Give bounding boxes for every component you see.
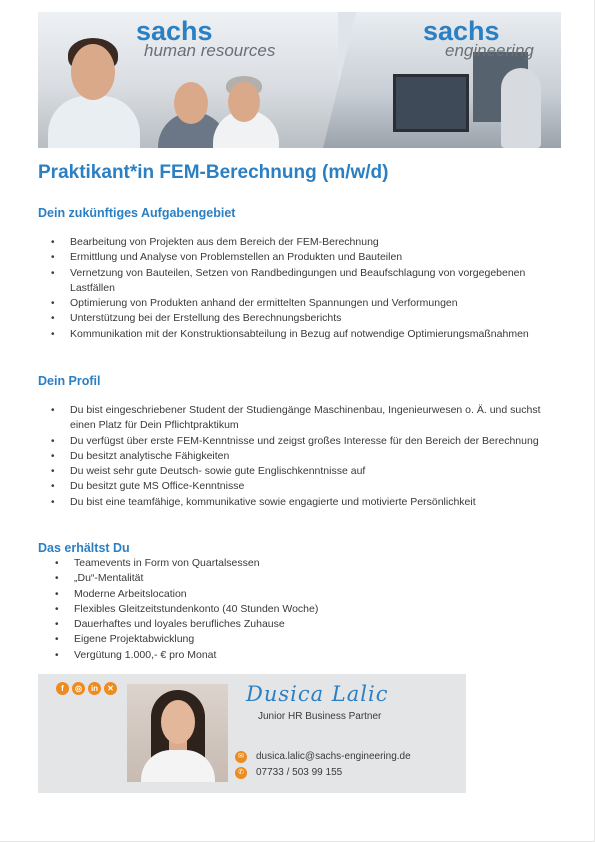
list-item: • Du besitzt analytische Fähigkeiten bbox=[51, 449, 551, 464]
list-item: • Du bist eingeschriebener Student der Studiengänge Maschinenbau, Ingenieurwesen o. Ä. und suchst einen Platz für Dein Pflichtpraktikum bbox=[51, 403, 551, 434]
header-banner bbox=[38, 12, 561, 148]
contact-photo bbox=[127, 684, 228, 782]
list-item: • Kommunikation mit der Konstruktionsabteilung in Bezug auf notwendige Optimierungsmaßnahmen bbox=[51, 327, 561, 342]
list-item: • Vernetzung von Bauteilen, Setzen von Randbedingungen und Beaufschlagung von vorgegebenen Lastfällen bbox=[51, 266, 561, 297]
list-item: • Ermittlung und Analyse von Problemstellen an Produkten und Bauteilen bbox=[51, 250, 561, 265]
section-heading-profile: Dein Profil bbox=[38, 374, 101, 388]
sachs-hr-logo-word: sachs bbox=[136, 16, 213, 46]
facebook-icon[interactable]: f bbox=[56, 682, 69, 695]
list-item: • „Du“-Mentalität bbox=[55, 571, 515, 586]
list-item: • Flexibles Gleitzeitstundenkonto (40 Stunden Woche) bbox=[55, 602, 515, 617]
list-item: • Unterstützung bei der Erstellung des Berechnungsberichts bbox=[51, 311, 561, 326]
contact-email[interactable]: dusica.lalic@sachs-engineering.de bbox=[256, 751, 411, 762]
section-heading-tasks: Dein zukünftiges Aufgabengebiet bbox=[38, 206, 236, 220]
linkedin-icon[interactable]: in bbox=[88, 682, 101, 695]
contact-signature: Dusica Lalic bbox=[246, 682, 389, 706]
list-item: • Vergütung 1.000,- € pro Monat bbox=[55, 648, 515, 663]
contact-role: Junior HR Business Partner bbox=[258, 711, 382, 722]
profile-list bbox=[51, 403, 551, 510]
list-item: • Eigene Projektabwicklung bbox=[55, 632, 515, 647]
instagram-icon[interactable]: ◎ bbox=[72, 682, 85, 695]
social-icons bbox=[56, 682, 117, 695]
email-icon: ✉ bbox=[235, 751, 247, 763]
benefits-list bbox=[55, 556, 515, 663]
contact-phone[interactable]: 07733 / 503 99 155 bbox=[256, 767, 343, 778]
phone-icon: ✆ bbox=[235, 767, 247, 779]
xing-icon[interactable]: ✕ bbox=[104, 682, 117, 695]
job-title: Praktikant*in FEM-Berechnung (m/w/d) bbox=[38, 162, 389, 183]
sachs-hr-logo-sub: human resources bbox=[144, 41, 276, 60]
sachs-engineering-logo-sub: engineering bbox=[445, 41, 534, 60]
list-item: • Du bist eine teamfähige, kommunikative sowie engagierte und motivierte Persönlichkeit bbox=[51, 495, 551, 510]
list-item: • Dauerhaftes und loyales berufliches Zuhause bbox=[55, 617, 515, 632]
list-item: • Teamevents in Form von Quartalsessen bbox=[55, 556, 515, 571]
list-item: • Bearbeitung von Projekten aus dem Bereich der FEM-Berechnung bbox=[51, 235, 561, 250]
list-item: • Du weist sehr gute Deutsch- sowie gute Englischkenntnisse auf bbox=[51, 464, 551, 479]
section-heading-benefits: Das erhältst Du bbox=[38, 541, 130, 555]
list-item: • Du besitzt gute MS Office-Kenntnisse bbox=[51, 479, 551, 494]
list-item: • Moderne Arbeitslocation bbox=[55, 587, 515, 602]
tasks-list bbox=[51, 235, 561, 342]
sachs-engineering-logo-word: sachs bbox=[423, 16, 500, 46]
list-item: • Optimierung von Produkten anhand der ermittelten Spannungen und Verformungen bbox=[51, 296, 561, 311]
list-item: • Du verfügst über erste FEM-Kenntnisse und zeigst großes Interesse für den Bereich der Berechnung bbox=[51, 434, 551, 449]
